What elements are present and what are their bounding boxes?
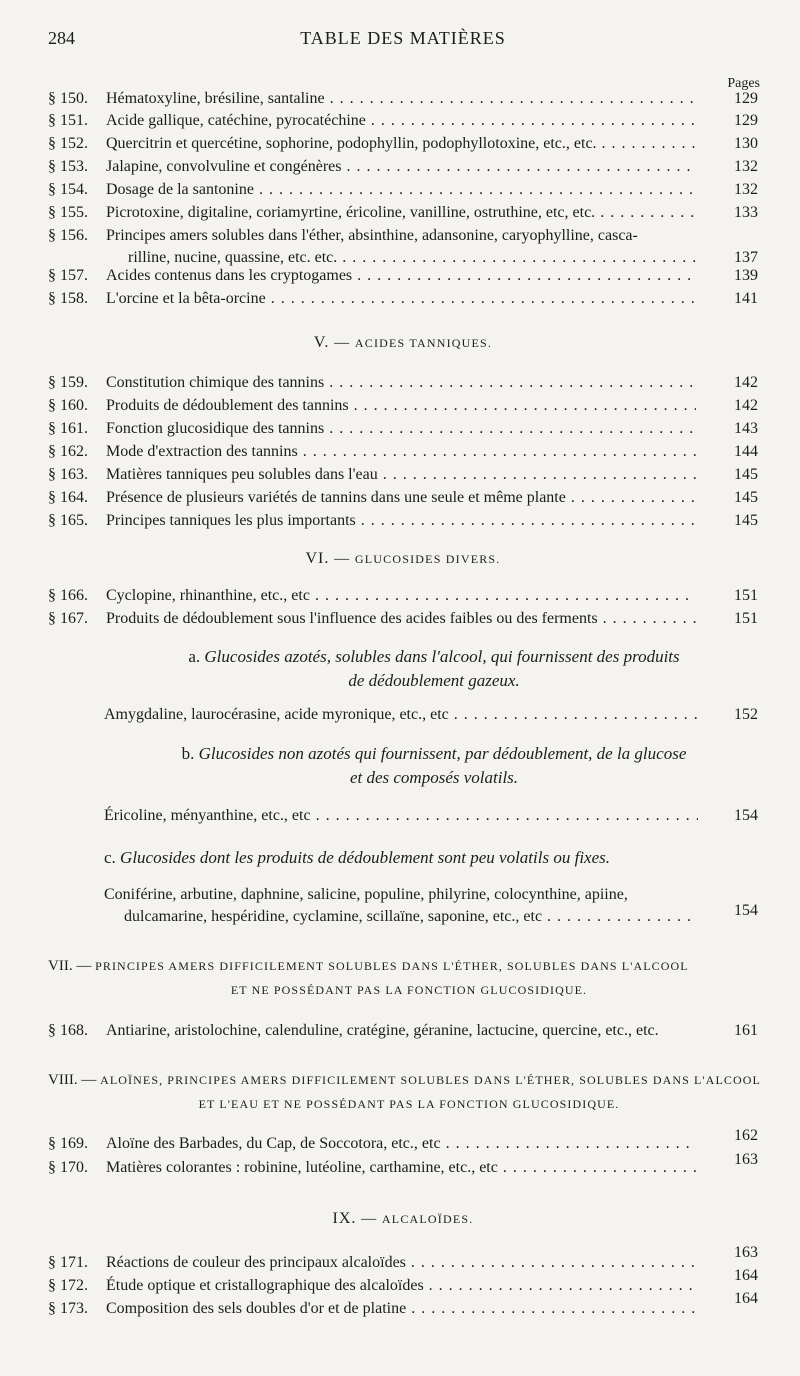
entry-title: Produits de dédoublement sous l'influence des acides faibles ou des ferments . . .: [106, 608, 696, 630]
page-ref: 144: [734, 443, 758, 460]
subsection-title-line2: de dédoublement gazeux.: [348, 671, 520, 690]
page-ref: 152: [734, 706, 758, 723]
page-ref: 151: [734, 610, 758, 627]
entry-title: Cyclopine, rhinanthine, etc., etc . . .: [106, 585, 696, 607]
section-title: GLUCOSIDES DIVERS.: [354, 552, 501, 566]
section-heading: [48, 1210, 758, 1228]
page-ref: 142: [734, 397, 758, 414]
heading-dash: —: [361, 1211, 378, 1227]
page-ref: 162: [734, 1127, 758, 1144]
page-ref: 132: [734, 158, 758, 175]
subsection-heading: [110, 742, 758, 790]
toc-entry: [48, 88, 758, 110]
subsection-letter: a.: [188, 647, 201, 666]
entry-title-line2: rilline, nucine, quassine, etc. etc. . . .: [128, 247, 696, 269]
section-number: § 170.: [48, 1159, 88, 1176]
subsection-title-line1: Glucosides dont les produits de dédoublement sont peu volatils ou fixes.: [120, 848, 610, 867]
heading-dash: —: [334, 335, 351, 351]
subsection-title-line1: Glucosides non azotés qui fournissent, par dédoublement, de la glucose: [198, 744, 687, 763]
page-ref: 145: [734, 466, 758, 483]
entry-title: Réactions de couleur des principaux alcaloïdes . . .: [106, 1252, 696, 1274]
toc-subentry: [104, 704, 758, 726]
section-title-line2: ET L'EAU ET NE POSSÉDANT PAS LA FONCTION GLUCOSIDIQUE.: [198, 1097, 620, 1111]
toc-entry: [48, 1020, 758, 1042]
toc-entry: [48, 372, 758, 394]
entry-title: Éricoline, ményanthine, etc., etc . . .: [104, 805, 698, 827]
section-number: § 155.: [48, 204, 88, 221]
toc-entry: [48, 395, 758, 417]
toc-entry: [48, 510, 758, 532]
toc-entry: [48, 179, 758, 201]
entry-title: L'orcine et la bêta-orcine . . .: [106, 288, 696, 310]
page-ref: 151: [734, 587, 758, 604]
page-ref: 145: [734, 489, 758, 506]
page-ref: 129: [734, 90, 758, 107]
section-title-line1: ALOÏNES, PRINCIPES AMERS DIFFICILEMENT SOLUBLES DANS L'ÉTHER, SOLUBLES DANS L'ALCOOL: [100, 1073, 761, 1087]
toc-entry: [48, 110, 758, 132]
toc-entry: [48, 1267, 758, 1297]
page-ref: 137: [734, 249, 758, 266]
entry-title: Antiarine, aristolochine, calenduline, cratégine, géranine, lactucine, quercine, etc., etc.: [106, 1022, 659, 1039]
entry-title: Aloïne des Barbades, du Cap, de Soccotora, etc., etc . . .: [106, 1133, 696, 1155]
subsection-heading: [104, 846, 758, 870]
section-number: § 158.: [48, 290, 88, 307]
section-number: § 151.: [48, 112, 88, 129]
subsection-heading: [110, 645, 758, 693]
entry-title: Quercitrin et quercétine, sophorine, podophyllin, podophyllotoxine, etc., etc. . . .: [106, 133, 696, 155]
section-roman: VII.: [48, 958, 73, 974]
heading-dash: —: [76, 958, 92, 974]
toc-subentry: [104, 884, 758, 928]
toc-entry: [48, 265, 758, 287]
entry-title-line1: Principes amers solubles dans l'éther, absinthine, adansonine, caryophylline, casca-: [106, 227, 638, 244]
section-title: ACIDES TANNIQUES.: [354, 336, 493, 350]
section-roman: IX.: [332, 1210, 357, 1227]
toc-entry: [48, 608, 758, 630]
subsection-letter: c.: [104, 848, 116, 867]
section-number: § 161.: [48, 420, 88, 437]
entry-title-line1: Coniférine, arbutine, daphnine, salicine, populine, philyrine, colocynthine, apiine,: [104, 886, 628, 903]
section-number: § 171.: [48, 1254, 88, 1271]
entry-title: Jalapine, convolvuline et congénères . . .: [106, 156, 696, 178]
heading-dash: —: [81, 1072, 97, 1088]
page-ref: 145: [734, 512, 758, 529]
page-ref: 139: [734, 267, 758, 284]
section-number: § 162.: [48, 443, 88, 460]
page-ref: 154: [734, 807, 758, 824]
page-ref: 164: [734, 1267, 758, 1284]
page-ref: 163: [734, 1244, 758, 1261]
entry-title: Acide gallique, catéchine, pyrocatéchine . . .: [106, 110, 696, 132]
section-number: § 152.: [48, 135, 88, 152]
section-title-line1: PRINCIPES AMERS DIFFICILEMENT SOLUBLES DANS L'ÉTHER, SOLUBLES DANS L'ALCOOL: [95, 959, 689, 973]
toc-entry: [48, 225, 758, 269]
section-number: § 156.: [48, 227, 88, 244]
entry-title: Mode d'extraction des tannins . . .: [106, 441, 696, 463]
entry-title: Dosage de la santonine . . .: [106, 179, 696, 201]
entry-title: Picrotoxine, digitaline, coriamyrtine, éricoline, vanilline, ostruthine, etc, etc. . . .: [106, 202, 696, 224]
section-number: § 154.: [48, 181, 88, 198]
toc-entry: [48, 418, 758, 440]
page-ref: 130: [734, 135, 758, 152]
toc-entry: [48, 487, 758, 509]
toc-entry: [48, 1127, 758, 1155]
toc-entry: [48, 585, 758, 607]
section-number: § 165.: [48, 512, 88, 529]
toc-entry: [48, 133, 758, 155]
section-title: ALCALOÏDES.: [381, 1212, 474, 1226]
entry-title: Principes tanniques les plus importants . . .: [106, 510, 696, 532]
page-ref: 164: [734, 1290, 758, 1307]
toc-entry: [48, 1244, 758, 1274]
section-number: § 157.: [48, 267, 88, 284]
page-ref: 132: [734, 181, 758, 198]
section-heading: [48, 550, 758, 568]
entry-title: Composition des sels doubles d'or et de platine . . .: [106, 1298, 696, 1320]
toc-entry: [48, 202, 758, 224]
toc-entry: [48, 464, 758, 486]
section-number: § 163.: [48, 466, 88, 483]
toc-entry: [48, 288, 758, 310]
entry-title-line2: dulcamarine, hespéridine, cyclamine, scillaïne, saponine, etc., etc . . .: [124, 906, 698, 928]
entry-title: Hématoxyline, brésiline, santaline . . .: [106, 88, 696, 110]
toc-entry: [48, 1151, 758, 1179]
entry-title: Présence de plusieurs variétés de tannins dans une seule et même plante . . .: [106, 487, 696, 509]
page-ref: 143: [734, 420, 758, 437]
section-heading: [48, 954, 770, 1002]
section-number: § 167.: [48, 610, 88, 627]
section-title-line2: ET NE POSSÉDANT PAS LA FONCTION GLUCOSIDIQUE.: [230, 983, 588, 997]
toc-entry: [48, 156, 758, 178]
toc-entry: [48, 1290, 758, 1320]
section-heading: [48, 1068, 770, 1116]
section-number: § 153.: [48, 158, 88, 175]
section-number: § 166.: [48, 587, 88, 604]
entry-title: Étude optique et cristallographique des alcaloïdes . . .: [106, 1275, 696, 1297]
entry-title: Fonction glucosidique des tannins . . .: [106, 418, 696, 440]
entry-title: Constitution chimique des tannins . . .: [106, 372, 696, 394]
subsection-letter: b.: [181, 744, 195, 763]
entry-title: Amygdaline, laurocérasine, acide myronique, etc., etc . . .: [104, 704, 698, 726]
section-roman: V.: [313, 334, 330, 351]
page-ref: 154: [734, 902, 758, 919]
entry-title: Matières colorantes : robinine, lutéoline, carthamine, etc., etc . . .: [106, 1157, 696, 1179]
section-number: § 160.: [48, 397, 88, 414]
section-number: § 168.: [48, 1022, 88, 1039]
page-ref: 141: [734, 290, 758, 307]
entry-title: Acides contenus dans les cryptogames . . .: [106, 265, 696, 287]
page-ref: 133: [734, 204, 758, 221]
section-number: § 172.: [48, 1277, 88, 1294]
section-number: § 159.: [48, 374, 88, 391]
section-roman: VI.: [305, 550, 330, 567]
subsection-title-line1: Glucosides azotés, solubles dans l'alcool, qui fournissent des produits: [204, 647, 680, 666]
heading-dash: —: [334, 551, 351, 567]
section-number: § 173.: [48, 1300, 88, 1317]
running-title: TABLE DES MATIÈRES: [300, 28, 506, 48]
page-ref: 142: [734, 374, 758, 391]
entry-title: Produits de dédoublement des tannins . . .: [106, 395, 696, 417]
page-header: [48, 28, 758, 54]
section-number: § 164.: [48, 489, 88, 506]
section-heading: [48, 334, 758, 352]
page-number: 284: [48, 28, 75, 48]
section-number: § 150.: [48, 90, 88, 107]
page-ref: 129: [734, 112, 758, 129]
subsection-title-line2: et des composés volatils.: [349, 768, 519, 787]
toc-entry: [48, 441, 758, 463]
section-roman: VIII.: [48, 1072, 78, 1088]
page-ref: 163: [734, 1151, 758, 1168]
entry-title: Matières tanniques peu solubles dans l'eau . . .: [106, 464, 696, 486]
page-ref: 161: [734, 1022, 758, 1039]
toc-subentry: [104, 805, 758, 827]
pages-column-label: Pages: [727, 76, 760, 91]
section-number: § 169.: [48, 1135, 88, 1152]
